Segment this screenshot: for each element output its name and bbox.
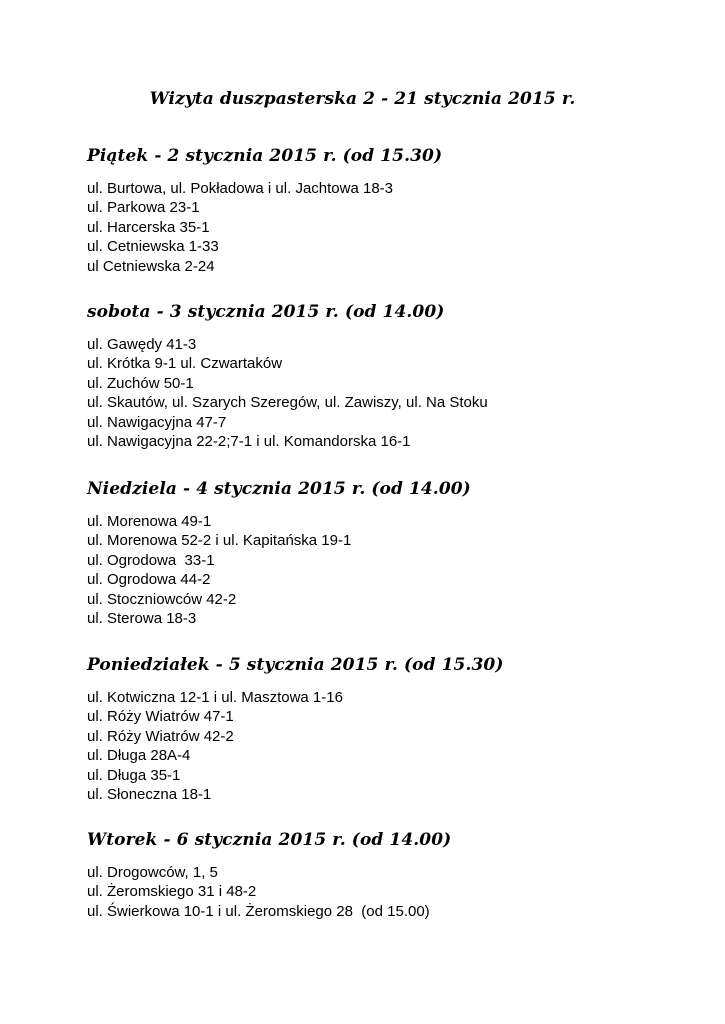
street-entry: ul. Cetniewska 1-33 [87,238,219,256]
street-entry: ul. Długa 35-1 [87,766,181,784]
street-entry: ul. Długa 28A-4 [87,747,191,765]
visit-day-monday [87,654,687,804]
street-entry: ul. Morenowa 49-1 [87,513,212,530]
street-list [87,335,687,451]
street-entry: ul. Świerkowa 10-1 i ul. Żeromskiego 28 (od 15.00) [87,902,430,920]
street-entry: ul. Stoczniowców 42-2 [87,590,237,608]
street-list [87,688,687,804]
street-entry: ul. Ogrodowa 44-2 [87,571,211,589]
visit-day-sunday [87,478,687,628]
street-entry: ul. Parkowa 23-1 [87,199,200,217]
day-heading: Poniedziałek - 5 stycznia 2015 r. (od 15.30) [87,655,504,675]
visit-day-friday [87,145,687,276]
street-entry: ul. Nawigacyjna 22-2;7-1 i ul. Komandorska 16-1 [87,432,411,450]
street-entry: ul. Morenowa 52-2 i ul. Kapitańska 19-1 [87,532,352,550]
street-list [87,863,687,921]
day-heading: Niedziela - 4 stycznia 2015 r. (od 14.00) [87,479,471,499]
street-entry: ul. Słoneczna 18-1 [87,785,212,803]
street-entry: ul. Sterowa 18-3 [87,609,197,627]
street-entry: ul Cetniewska 2-24 [87,257,215,275]
street-entry: ul. Drogowców, 1, 5 [87,864,218,881]
street-entry: ul. Ogrodowa 33-1 [87,551,215,569]
document-title: Wizyta duszpasterska 2 - 21 stycznia 2015 r. [149,89,576,109]
day-heading: Piątek - 2 stycznia 2015 r. (od 15.30) [87,146,443,166]
street-entry: ul. Nawigacyjna 47-7 [87,413,227,431]
street-list [87,512,687,628]
street-entry: ul. Krótka 9-1 ul. Czwartaków [87,355,283,373]
street-entry: ul. Harcerska 35-1 [87,218,210,236]
visit-day-saturday [87,301,687,451]
street-entry: ul. Róży Wiatrów 42-2 [87,727,234,745]
street-list [87,179,687,276]
day-heading: Wtorek - 6 stycznia 2015 r. (od 14.00) [87,830,452,850]
street-entry: ul. Róży Wiatrów 47-1 [87,708,234,726]
street-entry: ul. Burtowa, ul. Pokładowa i ul. Jachtowa 18-3 [87,180,393,197]
street-entry: ul. Skautów, ul. Szarych Szeregów, ul. Zawiszy, ul. Na Stoku [87,394,488,412]
street-entry: ul. Zuchów 50-1 [87,374,194,392]
street-entry: ul. Żeromskiego 31 i 48-2 [87,883,257,901]
street-entry: ul. Kotwiczna 12-1 i ul. Masztowa 1-16 [87,689,343,706]
day-heading: sobota - 3 stycznia 2015 r. (od 14.00) [87,302,445,322]
street-entry: ul. Gawędy 41-3 [87,336,197,353]
visit-day-tuesday [87,829,687,921]
